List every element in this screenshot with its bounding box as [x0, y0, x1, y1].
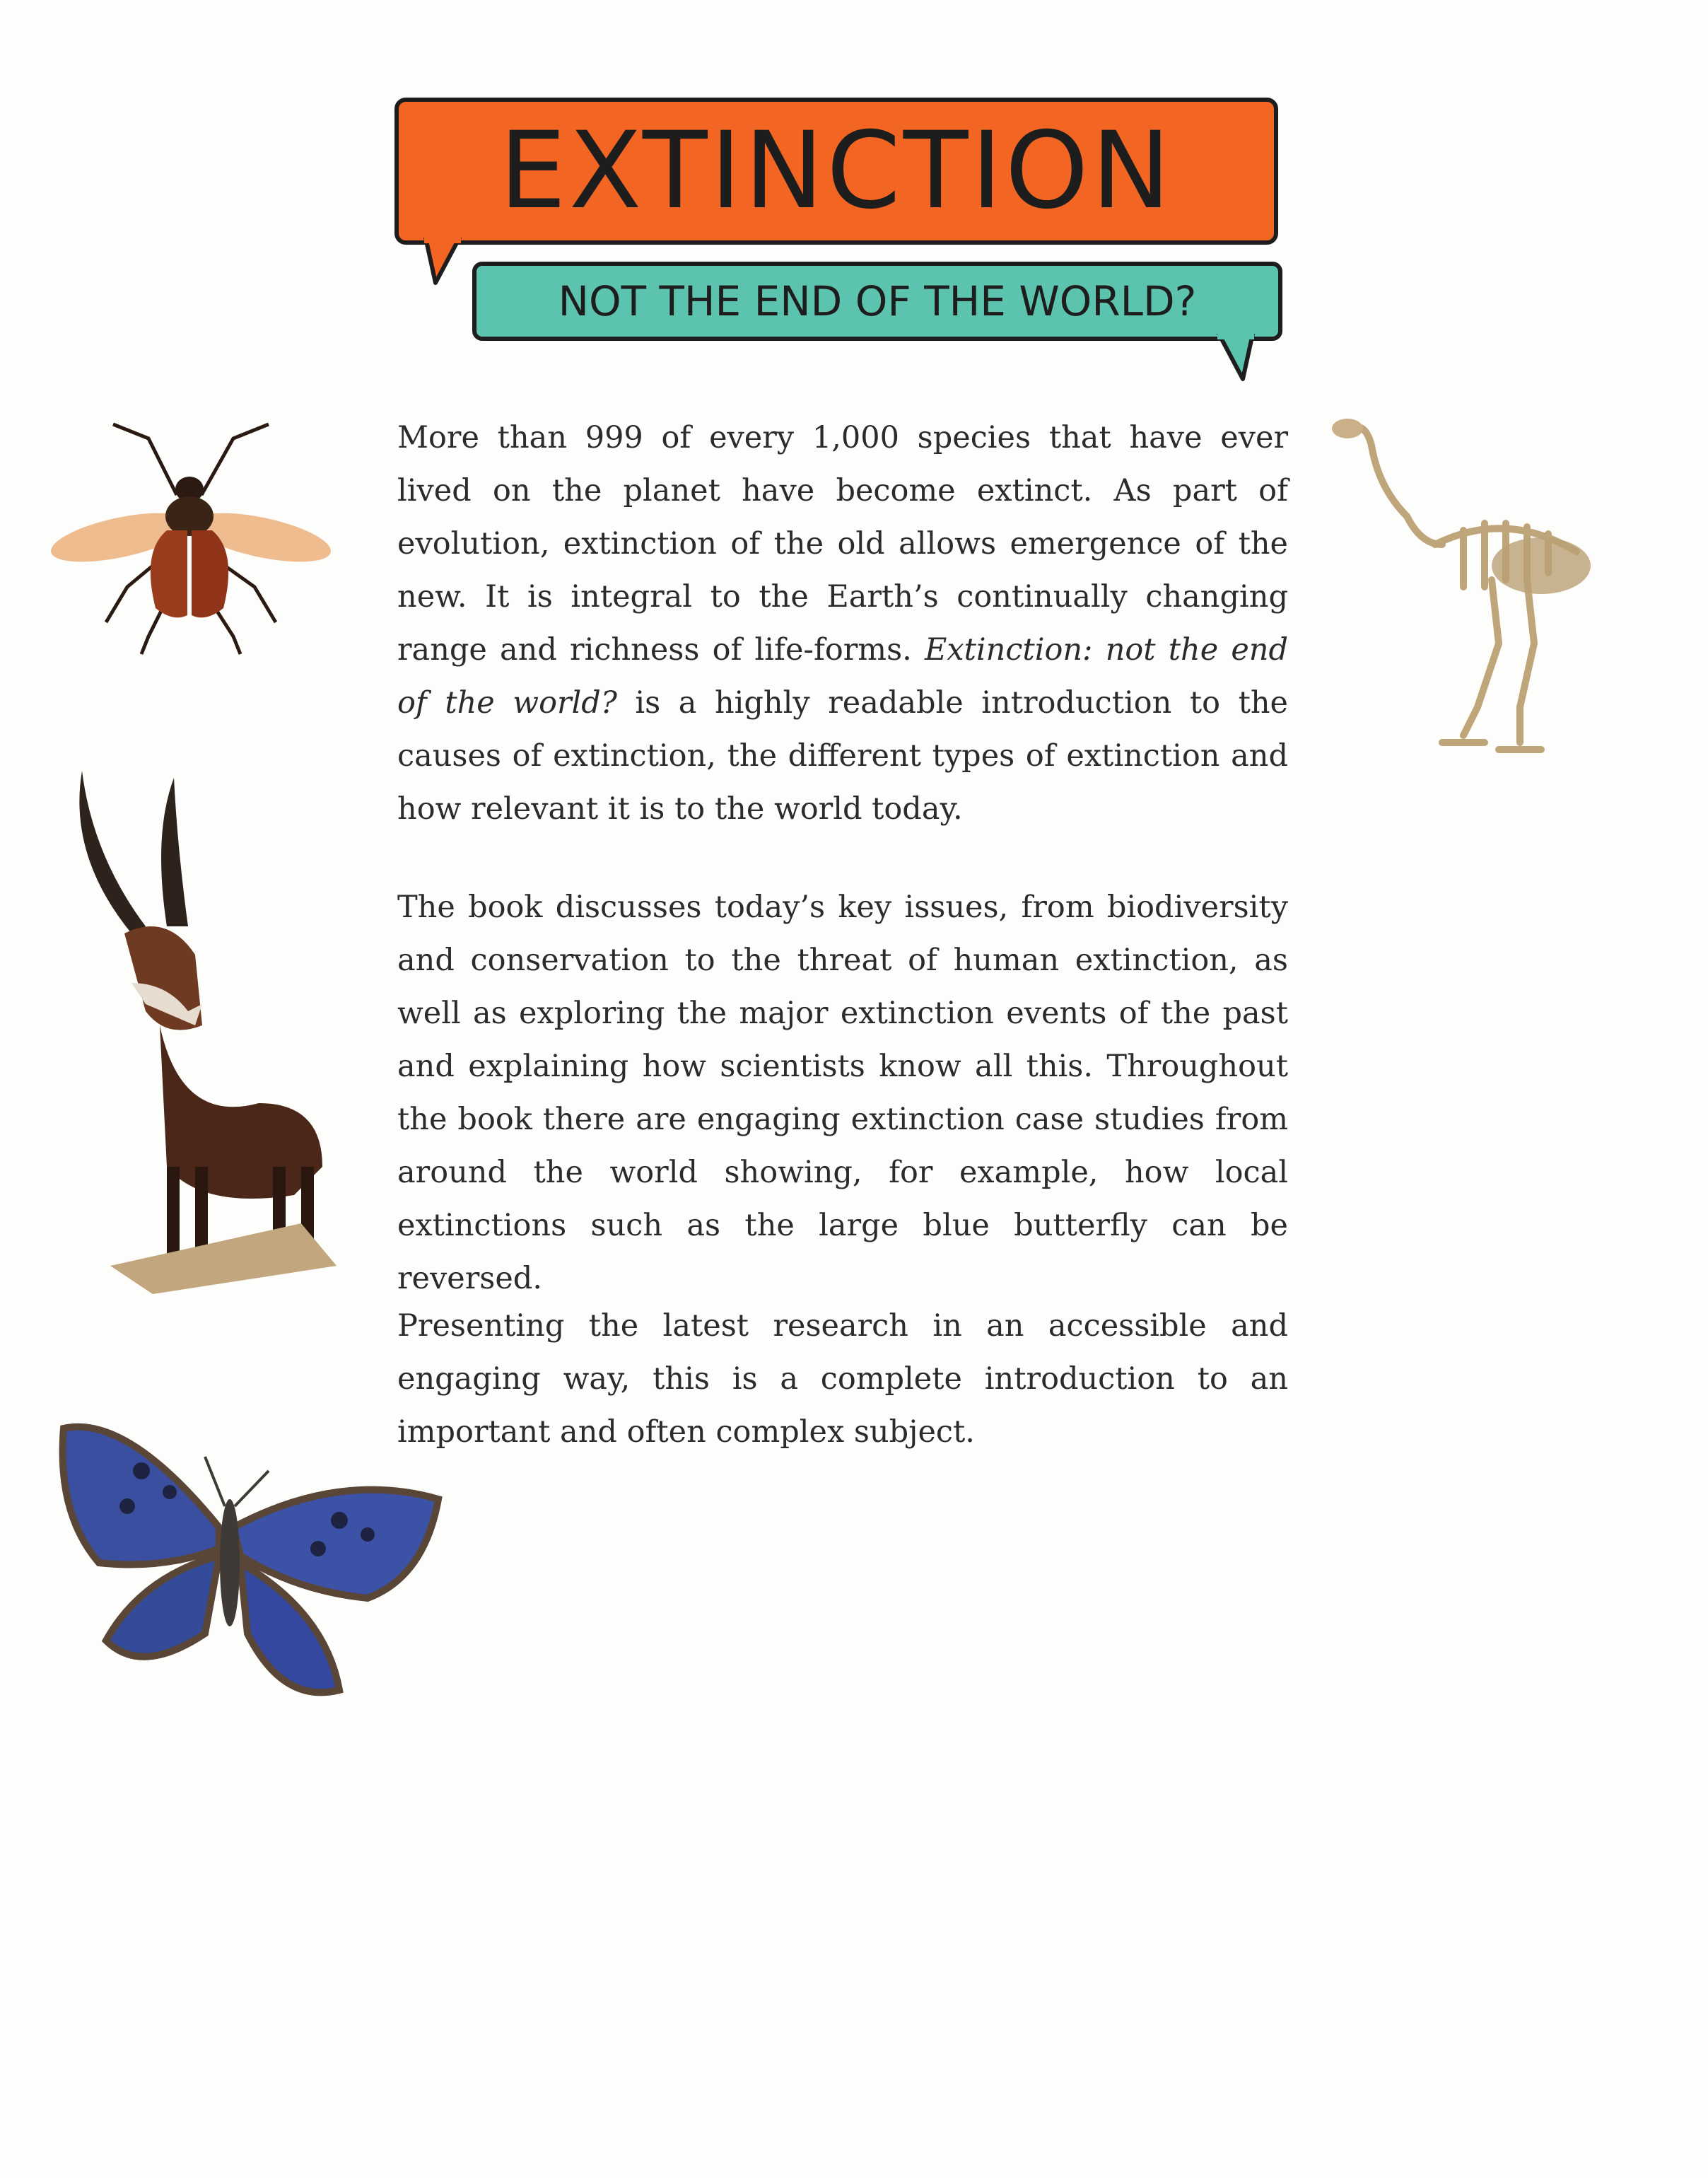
- moa-skeleton-image: [1322, 403, 1619, 771]
- book-subtitle: NOT THE END OF THE WORLD?: [558, 277, 1197, 325]
- book-title-italic: Extinction: not the end of the world?: [397, 632, 1288, 721]
- blurb-paragraph-1: [397, 412, 1288, 836]
- blurb-paragraph-3: Presenting the latest research in an accessible and engaging way, this is a complete introduction to an important and often complex subject.: [397, 1308, 1288, 1450]
- large-blue-butterfly-image: [42, 1386, 452, 1718]
- book-title: EXTINCTION: [499, 110, 1174, 233]
- blurb-paragraph-1-end: is a highly readable introduction to the causes of extinction, the different types of extinction and how relevant it is to the world today.: [397, 685, 1289, 827]
- subtitle-banner: [472, 262, 1282, 341]
- longhorn-beetle-image: [42, 410, 339, 665]
- title-banner-tail: [421, 238, 464, 287]
- subtitle-banner-tail: [1215, 334, 1257, 383]
- blurb-paragraph-2: The book discusses today’s key issues, from biodiversity and conservation to the threat of human extinction, as well as exploring the major extinction events of the past and explaining how scientists know all this. Throughout the book there are engaging extinction case studies from around the world showing, for example, how local extinctions such as the large blue butterfly can be reversed.: [397, 890, 1288, 1296]
- title-banner: [394, 98, 1278, 245]
- antelope-image: [25, 771, 337, 1294]
- blurb-paragraph-1-start: More than 999 of every 1,000 species that have ever lived on the planet have become extinct. As part of evolution, extinction of the old allows emergence of the new. It is integral to the Earth’s continually changing range and richness of life-forms.: [397, 420, 1288, 668]
